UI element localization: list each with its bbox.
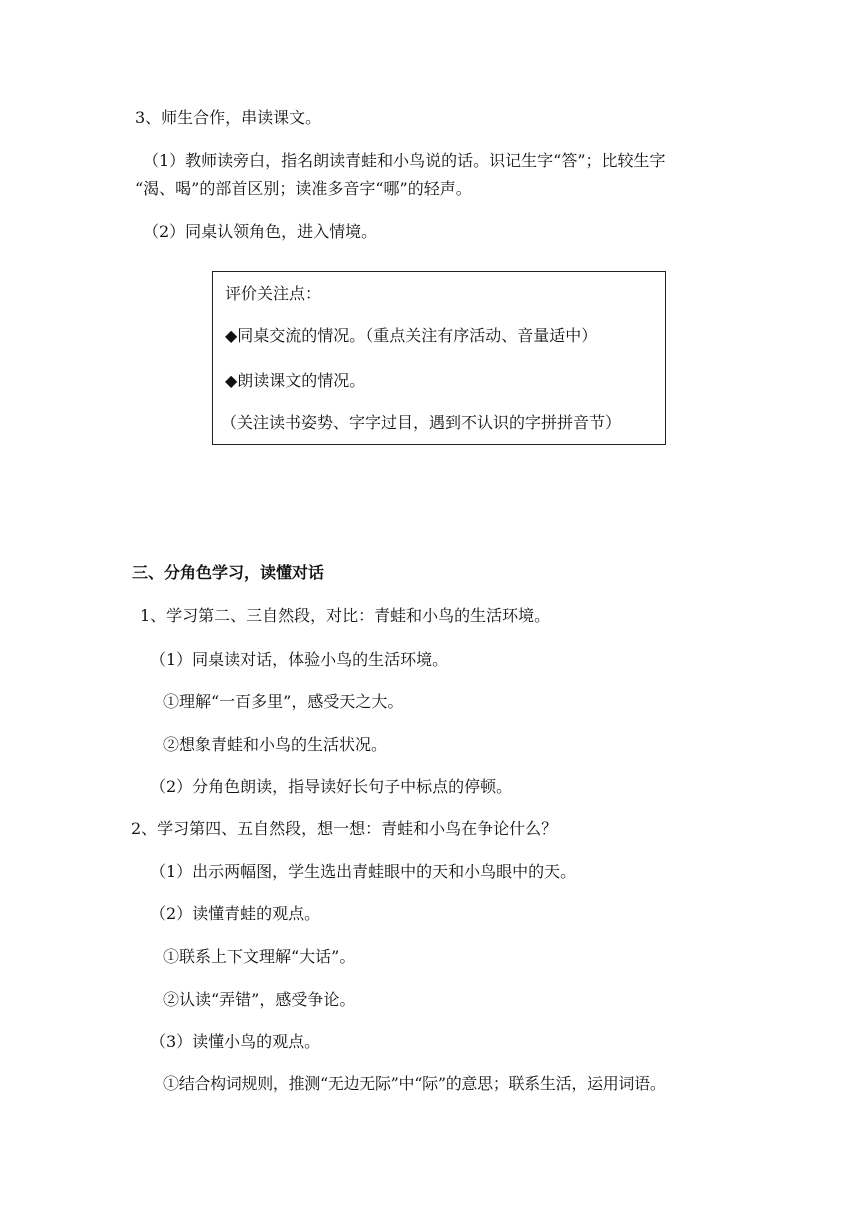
item-3: 3、师生合作，串读课文。 [135,108,322,127]
evaluation-point-2-note: （关注读书姿势、字字过目，遇到不认识的字拼拼音节） [221,413,622,432]
item-3-sub1-line1: （1）教师读旁白，指名朗读青蛙和小鸟说的话。识记生字“答”；比较生字 [143,151,666,170]
section-3-item-2-sub2: （2）读懂青蛙的观点。 [150,904,321,923]
section-3-item-2-sub3-a: ①结合构词规则，推测“无边无际”中“际”的意思；联系生活，运用词语。 [163,1074,666,1093]
evaluation-point-2: ◆朗读课文的情况。 [225,371,366,390]
section-3-item-1-sub2: （2）分角色朗读，指导读好长句子中标点的停顿。 [150,777,513,796]
evaluation-title: 评价关注点： [225,284,322,303]
item-3-sub2: （2）同桌认领角色，进入情境。 [143,222,378,241]
section-3-item-2: 2、学习第四、五自然段，想一想：青蛙和小鸟在争论什么？ [131,819,558,838]
section-3-item-2-sub3: （3）读懂小鸟的观点。 [150,1032,321,1051]
evaluation-point-1: ◆同桌交流的情况。（重点关注有序活动、音量适中） [225,326,598,345]
evaluation-box [212,271,666,445]
section-3-item-2-sub1: （1）出示两幅图，学生选出青蛙眼中的天和小鸟眼中的天。 [150,862,577,881]
section-3-heading: 三、分角色学习，读懂对话 [132,563,325,582]
section-3-item-2-sub2-a: ①联系上下文理解“大话”。 [163,947,356,966]
section-3-item-1-sub1: （1）同桌读对话，体验小鸟的生活环境。 [150,650,449,669]
section-3-item-1-sub1-b: ②想象青蛙和小鸟的生活状况。 [163,735,388,754]
section-3-item-1: 1、学习第二、三自然段，对比：青蛙和小鸟的生活环境。 [140,606,551,625]
section-3-item-1-sub1-a: ①理解“一百多里”，感受天之大。 [163,692,404,711]
item-3-sub1-line2: “渴、喝”的部首区别；读准多音字“哪”的轻声。 [135,179,472,198]
section-3-item-2-sub2-b: ②认读“弄错”，感受争论。 [163,990,356,1009]
